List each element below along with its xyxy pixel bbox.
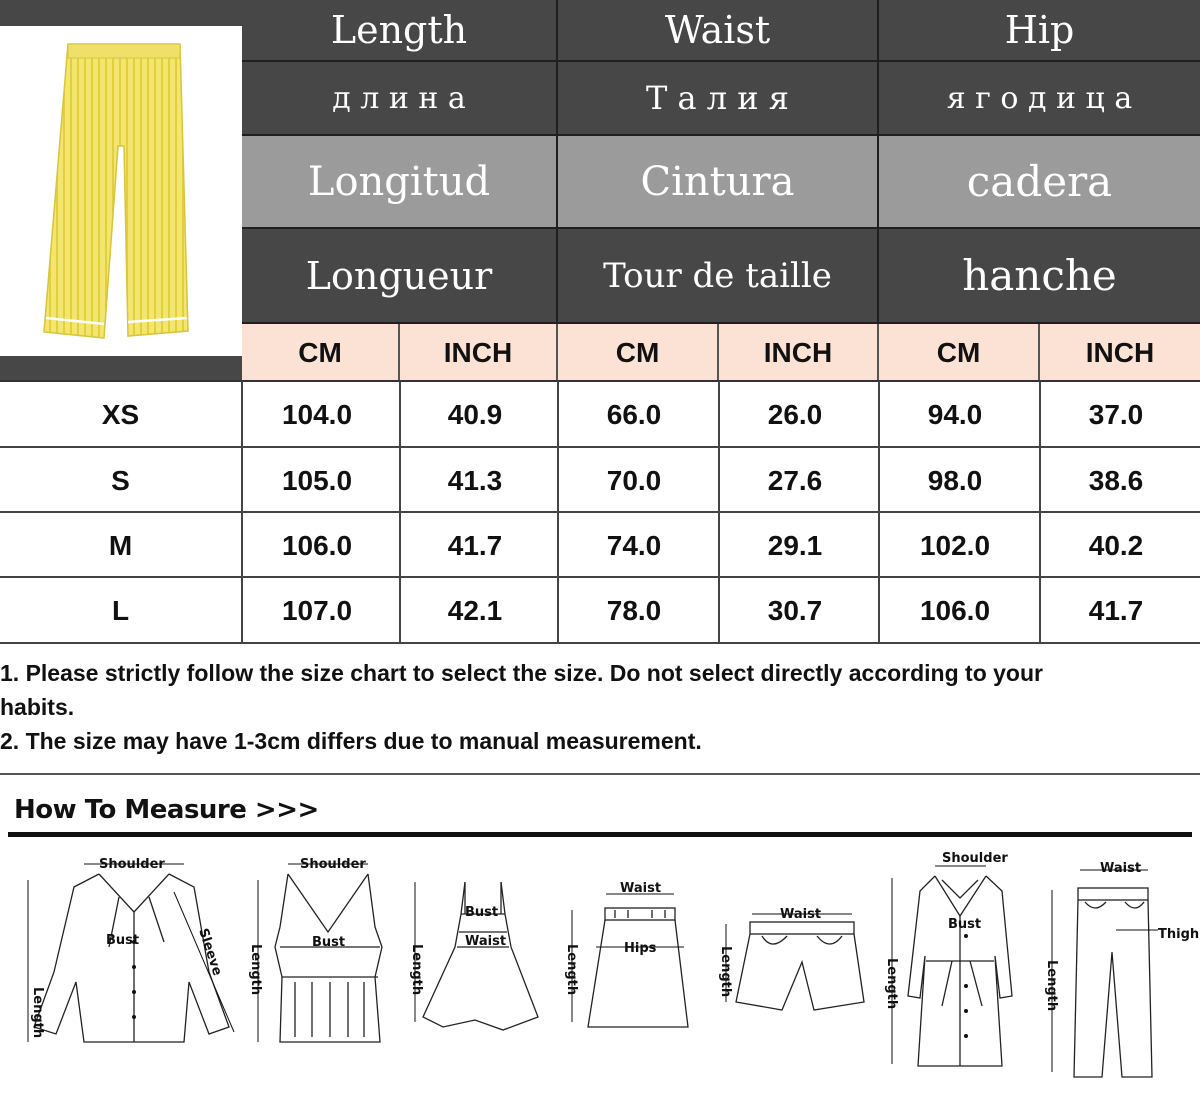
size-notes xyxy=(0,656,1200,758)
product-photo xyxy=(0,26,242,356)
table-cell: 66.0 xyxy=(606,398,662,430)
blouse-icon xyxy=(14,852,244,1052)
header-waist-fr: Tour de taille xyxy=(558,229,879,324)
measure-label: Shoulder xyxy=(300,857,366,872)
header-length-en: Length xyxy=(242,0,558,62)
measure-label: Bust xyxy=(106,933,140,948)
measure-label: Thigh xyxy=(1158,927,1200,942)
measure-label: Hips xyxy=(624,941,657,956)
header-hip-fr: hanche xyxy=(879,229,1200,324)
measure-label: Length xyxy=(30,987,45,1039)
measure-label: Length xyxy=(884,958,899,1010)
shorts-icon xyxy=(712,852,872,1052)
table-cell: 41.3 xyxy=(447,464,503,496)
size-label: L xyxy=(111,594,130,626)
header-length-fr: Longueur xyxy=(242,229,558,324)
table-cell: 40.2 xyxy=(1088,529,1144,561)
table-cell: 27.6 xyxy=(767,464,823,496)
trousers-icon xyxy=(1040,852,1200,1082)
unit-hip-cm: CM xyxy=(879,324,1040,381)
size-label: M xyxy=(108,529,133,561)
table-cell: 41.7 xyxy=(1088,594,1144,626)
measure-label: Waist xyxy=(465,934,507,949)
table-cell: 41.7 xyxy=(447,529,503,561)
header-length-ru: д л и н а xyxy=(242,62,558,136)
table-cell: 94.0 xyxy=(927,398,983,430)
measure-label: Waist xyxy=(1100,861,1142,876)
measure-label: Length xyxy=(409,944,424,996)
measure-label: Waist xyxy=(780,907,822,922)
header-waist-es: Cintura xyxy=(558,136,879,229)
unit-length-inch: INCH xyxy=(400,324,558,381)
table-cell: 29.1 xyxy=(767,529,823,561)
measure-label: Shoulder xyxy=(99,857,165,872)
header-waist-en: Waist xyxy=(558,0,879,62)
table-cell: 40.9 xyxy=(447,398,503,430)
table-cell: 106.0 xyxy=(281,529,353,561)
unit-waist-cm: CM xyxy=(558,324,719,381)
measure-label: Sleeve xyxy=(195,926,225,978)
table-cell: 106.0 xyxy=(919,594,991,626)
how-to-measure-title: How To Measure >>> xyxy=(14,795,319,825)
skirt-icon xyxy=(560,852,700,1052)
camisole-icon xyxy=(240,852,390,1052)
unit-waist-inch: INCH xyxy=(719,324,879,381)
section-divider xyxy=(0,773,1200,775)
table-cell: 30.7 xyxy=(767,594,823,626)
table-cell: 38.6 xyxy=(1088,464,1144,496)
measure-label: Length xyxy=(248,944,263,996)
note-line: 1. Please strictly follow the size chart to select the size. Do not select directly according to your xyxy=(0,660,1043,686)
note-line: habits. xyxy=(0,694,75,720)
table-cell: 78.0 xyxy=(606,594,662,626)
size-label: XS xyxy=(101,398,140,430)
measure-label: Shoulder xyxy=(942,851,1008,866)
product-photo-cell xyxy=(0,0,242,381)
unit-hip-inch: INCH xyxy=(1040,324,1200,381)
dress-icon xyxy=(403,852,548,1052)
header-hip-es: cadera xyxy=(879,136,1200,229)
table-cell: 26.0 xyxy=(767,398,823,430)
size-label: S xyxy=(111,464,130,496)
header-waist-ru: Т а л и я xyxy=(558,62,879,136)
unit-length-cm: CM xyxy=(242,324,400,381)
yellow-pants-icon xyxy=(0,26,242,356)
table-cell: 107.0 xyxy=(281,594,353,626)
measure-label: Bust xyxy=(948,917,982,932)
note-line: 2. The size may have 1-3cm differs due to manual measurement. xyxy=(0,728,702,754)
header-hip-en: Hip xyxy=(879,0,1200,62)
measure-label: Bust xyxy=(465,905,499,920)
table-cell: 104.0 xyxy=(281,398,353,430)
measure-label: Length xyxy=(718,946,733,998)
measure-label: Waist xyxy=(620,881,662,896)
header-hip-ru: я г о д и ц а xyxy=(879,62,1200,136)
title-underline xyxy=(8,832,1192,837)
header-length-es: Longitud xyxy=(242,136,558,229)
table-cell: 98.0 xyxy=(927,464,983,496)
measure-label: Length xyxy=(564,944,579,996)
table-cell: 37.0 xyxy=(1088,398,1144,430)
table-cell: 74.0 xyxy=(606,529,662,561)
measure-label: Length xyxy=(1044,960,1059,1012)
table-cell: 42.1 xyxy=(447,594,503,626)
table-cell: 70.0 xyxy=(606,464,662,496)
measure-label: Bust xyxy=(312,935,346,950)
table-cell: 102.0 xyxy=(919,529,991,561)
trench-coat-icon xyxy=(880,846,1040,1071)
table-cell: 105.0 xyxy=(281,464,353,496)
